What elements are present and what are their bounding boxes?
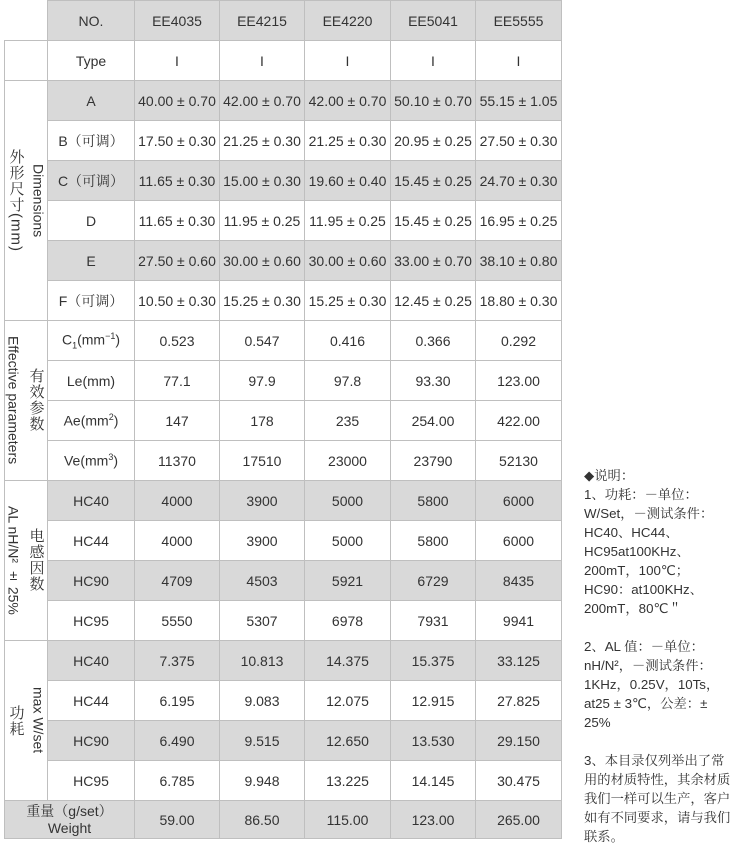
row-label: D	[48, 201, 135, 241]
cell: 21.25 ± 0.30	[220, 121, 305, 161]
table-row	[5, 761, 562, 801]
cell: 0.366	[391, 321, 476, 361]
cell: 6000	[476, 481, 562, 521]
cell: 5800	[391, 481, 476, 521]
notes-panel	[584, 466, 736, 846]
group-label-cn: 外形尺寸(mm)	[7, 149, 25, 252]
cell: 265.00	[476, 801, 562, 839]
row-label: Type	[48, 41, 135, 81]
row-label: HC44	[48, 521, 135, 561]
cell: 6.785	[135, 761, 220, 801]
group-label-effective	[5, 321, 48, 481]
cell: 5550	[135, 601, 220, 641]
note-2: 2、AL 值：－单位：nH/N²，－测试条件：1KHz，0.25V，10Ts，at25 ± 3℃，公差：± 25%	[584, 639, 720, 730]
cell: 14.375	[305, 641, 391, 681]
cell: 97.8	[305, 361, 391, 401]
table-row	[5, 321, 562, 361]
group-label-en: Dimensions	[30, 163, 47, 238]
cell: 33.00 ± 0.70	[391, 241, 476, 281]
cell: I	[476, 41, 562, 81]
cell: 23000	[305, 441, 391, 481]
cell: 12.45 ± 0.25	[391, 281, 476, 321]
cell: 15.25 ± 0.30	[305, 281, 391, 321]
note-1: ◆说明： 1、功耗：－单位：W/Set，－测试条件：HC40、HC44、HC95at100KHz、200mT，100℃；HC90：at100KHz、200mT，80℃＂	[584, 468, 714, 616]
cell: 9.948	[220, 761, 305, 801]
table-row	[5, 481, 562, 521]
cell: 97.9	[220, 361, 305, 401]
cell: 17510	[220, 441, 305, 481]
cell: 15.375	[391, 641, 476, 681]
table-row	[5, 441, 562, 481]
cell: 3900	[220, 481, 305, 521]
cell: 254.00	[391, 401, 476, 441]
cell: 5000	[305, 481, 391, 521]
cell: 15.25 ± 0.30	[220, 281, 305, 321]
cell: 6.195	[135, 681, 220, 721]
cell: 5800	[391, 521, 476, 561]
cell: 0.416	[305, 321, 391, 361]
cell: 38.10 ± 0.80	[476, 241, 562, 281]
cell: 12.075	[305, 681, 391, 721]
cell: 27.50 ± 0.60	[135, 241, 220, 281]
cell: 52130	[476, 441, 562, 481]
group-label-en: AL nH/N² ± 25%	[5, 506, 22, 615]
group-label-cn: 功耗	[7, 704, 25, 737]
cell: 27.825	[476, 681, 562, 721]
group-label-power	[5, 641, 48, 801]
cell: 20.95 ± 0.25	[391, 121, 476, 161]
cell: 7.375	[135, 641, 220, 681]
row-label: HC40	[48, 481, 135, 521]
cell: 15.00 ± 0.30	[220, 161, 305, 201]
row-label: $Ve(mm^3)$	[48, 441, 135, 481]
cell: 3900	[220, 521, 305, 561]
cell: 86.50	[220, 801, 305, 839]
table-row	[5, 601, 562, 641]
cell: 4000	[135, 481, 220, 521]
cell: 11.65 ± 0.30	[135, 201, 220, 241]
cell: 11.65 ± 0.30	[135, 161, 220, 201]
cell: 42.00 ± 0.70	[220, 81, 305, 121]
cell: 9.083	[220, 681, 305, 721]
table-row	[5, 121, 562, 161]
table-row	[5, 561, 562, 601]
cell: 178	[220, 401, 305, 441]
cell: 29.150	[476, 721, 562, 761]
cell: 14.145	[391, 761, 476, 801]
cell: I	[305, 41, 391, 81]
cell: 4503	[220, 561, 305, 601]
cell: 422.00	[476, 401, 562, 441]
cell: 77.1	[135, 361, 220, 401]
cell: 16.95 ± 0.25	[476, 201, 562, 241]
header-row	[5, 1, 562, 41]
cell: 147	[135, 401, 220, 441]
row-label: A	[48, 81, 135, 121]
group-label-cn: 电感因数	[27, 528, 45, 593]
cell: 4000	[135, 521, 220, 561]
cell: 10.50 ± 0.30	[135, 281, 220, 321]
row-label: $Ae(mm^2)$	[48, 401, 135, 441]
table-row	[5, 721, 562, 761]
row-label: $C_1(mm^{-1})$	[48, 321, 135, 361]
table-row	[5, 201, 562, 241]
cell: 5000	[305, 521, 391, 561]
row-label: HC95	[48, 601, 135, 641]
cell: 55.15 ± 1.05	[476, 81, 562, 121]
cell: 10.813	[220, 641, 305, 681]
table-row	[5, 361, 562, 401]
cell: 5921	[305, 561, 391, 601]
table-row	[5, 241, 562, 281]
spec-table	[4, 0, 562, 839]
group-label-al	[5, 481, 48, 641]
type-row	[5, 41, 562, 81]
group-label-en: Effective parameters	[5, 336, 22, 465]
table-row	[5, 681, 562, 721]
cell: 0.523	[135, 321, 220, 361]
cell: 6978	[305, 601, 391, 641]
cell: 5307	[220, 601, 305, 641]
model-header: EE5555	[476, 1, 562, 41]
weight-row	[5, 801, 562, 839]
cell: 30.00 ± 0.60	[305, 241, 391, 281]
cell: 13.530	[391, 721, 476, 761]
row-label: F（可调）	[48, 281, 135, 321]
header-label: NO.	[48, 1, 135, 41]
cell: I	[220, 41, 305, 81]
cell: 59.00	[135, 801, 220, 839]
group-label-dimensions	[5, 81, 48, 321]
cell: 19.60 ± 0.40	[305, 161, 391, 201]
table-row	[5, 401, 562, 441]
corner-cell	[5, 1, 48, 41]
model-header: EE4220	[305, 1, 391, 41]
cell: 123.00	[391, 801, 476, 839]
table-row	[5, 161, 562, 201]
row-label: B（可调）	[48, 121, 135, 161]
group-label-en: max W/set	[30, 687, 47, 754]
cell: 21.25 ± 0.30	[305, 121, 391, 161]
cell: 6.490	[135, 721, 220, 761]
cell: 235	[305, 401, 391, 441]
cell: I	[135, 41, 220, 81]
model-header: EE4215	[220, 1, 305, 41]
note-3: 3、本目录仅列举出了常用的材质特性，其余材质我们一样可以生产，客户如有不同要求，请与我们联系。	[584, 753, 731, 844]
cell: 9.515	[220, 721, 305, 761]
cell: 15.45 ± 0.25	[391, 201, 476, 241]
cell: 24.70 ± 0.30	[476, 161, 562, 201]
cell: 11.95 ± 0.25	[305, 201, 391, 241]
cell: 123.00	[476, 361, 562, 401]
cell: 9941	[476, 601, 562, 641]
cell: 0.292	[476, 321, 562, 361]
cell: 6729	[391, 561, 476, 601]
row-label: HC44	[48, 681, 135, 721]
row-label: E	[48, 241, 135, 281]
model-header: EE4035	[135, 1, 220, 41]
cell: 12.915	[391, 681, 476, 721]
cell: I	[391, 41, 476, 81]
cell: 42.00 ± 0.70	[305, 81, 391, 121]
cell: 15.45 ± 0.25	[391, 161, 476, 201]
cell: 12.650	[305, 721, 391, 761]
cell: 93.30	[391, 361, 476, 401]
cell: 40.00 ± 0.70	[135, 81, 220, 121]
cell: 6000	[476, 521, 562, 561]
table-row	[5, 281, 562, 321]
row-label: C（可调）	[48, 161, 135, 201]
cell: 13.225	[305, 761, 391, 801]
cell: 4709	[135, 561, 220, 601]
cell: 17.50 ± 0.30	[135, 121, 220, 161]
cell: 27.50 ± 0.30	[476, 121, 562, 161]
cell: 23790	[391, 441, 476, 481]
cell: 7931	[391, 601, 476, 641]
model-header: EE5041	[391, 1, 476, 41]
table-row	[5, 641, 562, 681]
row-label: HC90	[48, 721, 135, 761]
cell: 33.125	[476, 641, 562, 681]
cell: 8435	[476, 561, 562, 601]
weight-label-cn: 重量（g/set）	[26, 802, 113, 819]
row-label: Le(mm)	[48, 361, 135, 401]
cell: 115.00	[305, 801, 391, 839]
cell: 11.95 ± 0.25	[220, 201, 305, 241]
weight-label-en: Weight	[47, 819, 92, 836]
row-label: HC95	[48, 761, 135, 801]
cell: 50.10 ± 0.70	[391, 81, 476, 121]
cell: 30.00 ± 0.60	[220, 241, 305, 281]
cell: 0.547	[220, 321, 305, 361]
table-row	[5, 521, 562, 561]
cell: 18.80 ± 0.30	[476, 281, 562, 321]
row-label: HC40	[48, 641, 135, 681]
table-row	[5, 81, 562, 121]
row-label: HC90	[48, 561, 135, 601]
weight-label	[5, 801, 135, 839]
cell: 30.475	[476, 761, 562, 801]
cell: 11370	[135, 441, 220, 481]
blank-cell	[5, 41, 48, 81]
group-label-cn: 有效参数	[27, 368, 45, 433]
